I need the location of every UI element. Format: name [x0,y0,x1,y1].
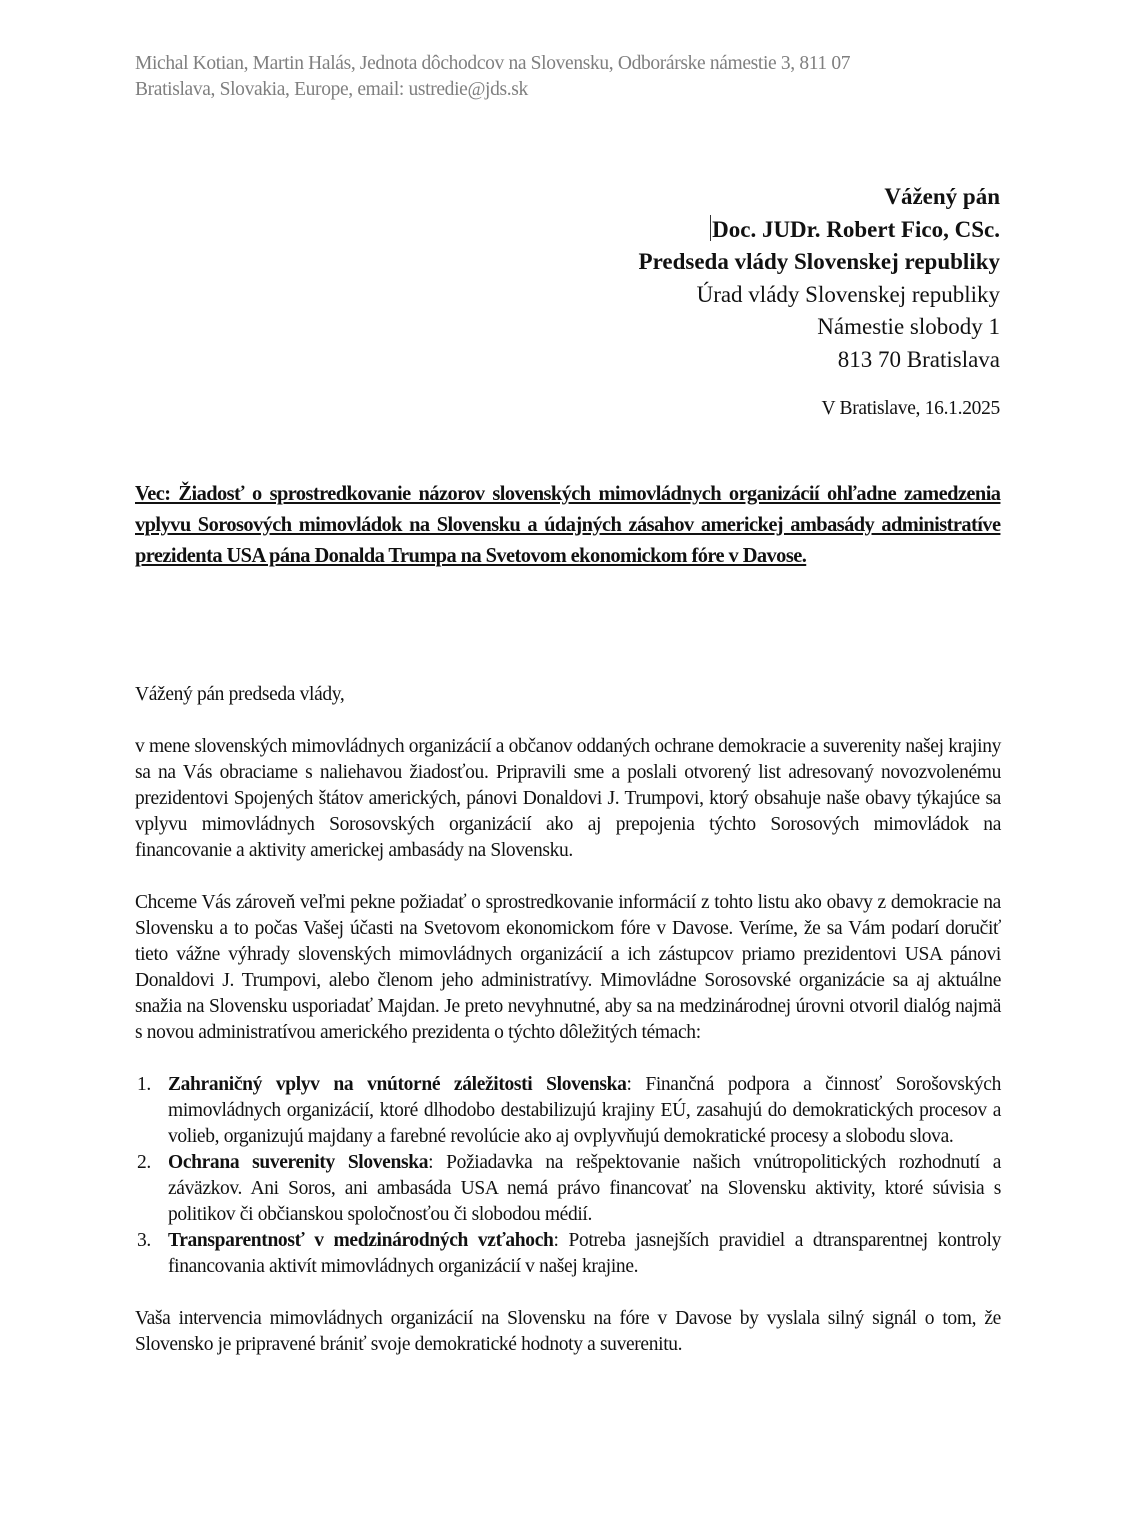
sender-line-2: Bratislava, Slovakia, Europe, email: ustredie@jds.sk [135,79,528,100]
recipient-name-line [639,214,1000,247]
letter-date: V Bratislave, 16.1.2025 [821,398,1000,419]
list-item-number: 1. [137,1074,151,1095]
list-item [135,1228,1001,1280]
recipient-street: Námestie slobody 1 [817,314,1000,339]
text-cursor-icon [710,215,711,241]
list-item-term: Zahraničný vplyv na vnútorné záležitosti Slovenska [168,1074,627,1095]
recipient-name: Doc. JUDr. Robert Fico, CSc. [712,216,1000,242]
paragraph-3: Vaša intervencia mimovládnych organizácií na Slovensku na fóre v Davose by vyslala silný signál o tom, že Slovensko je pripravené brániť svoje demokratické hodnoty a suverenitu. [135,1308,1001,1355]
list-item-number: 2. [137,1152,151,1173]
list-item-term: Transparentnosť v medzinárodných vzťahoch [168,1230,554,1251]
salutation: Vážený pán predseda vlády, [135,684,345,705]
recipient-city: 813 70 Bratislava [837,346,1000,372]
topics-list [135,1072,1001,1280]
letter-body [135,682,1001,1384]
list-item [135,1072,1001,1150]
list-item-text: : Potreba jasnejších pravidiel a dtransparentnej kontroly financovania aktivít mimovládnych organizácií v našej krajine. [168,1230,1001,1277]
recipient-greeting: Vážený pán [884,184,1000,209]
recipient-block [639,181,1000,376]
list-item-text: : Požiadavka na rešpektovanie našich vnútropolitických rozhodnutí a záväzkov. Ani Soros, ani ambasáda USA nemá právo financovať na Slovensku aktivity, ktoré súvisia s politikov či občianskou spoločnosťou či slobodou médií. [168,1152,1001,1225]
list-item [135,1150,1001,1228]
list-item-text: : Finančná podpora a činnosť Sorošovských mimovládnych organizácií, ktoré dlhodobo destabilizujú krajiny EÚ, zasahujú do demokratických procesov a volieb, organizujú majdany a farebné revolúcie ako aj ovplyvňujú demokratické procesy a slobodu slova. [168,1074,1001,1147]
sender-header [135,51,1015,103]
sender-line-1: Michal Kotian, Martin Halás, Jednota dôchodcov na Slovensku, Odborárske námestie 3, 811 07 [135,53,851,74]
recipient-title: Predseda vlády Slovenskej republiky [638,249,1000,274]
paragraph-2: Chceme Vás zároveň veľmi pekne požiadať o sprostredkovanie informácií z tohto listu ako obavy z demokracie na Slovensku a to počas Vašej účasti na Svetovom ekonomickom fóre v Davose. Veríme, že sa Vám podarí doručiť tieto vážne výhrady slovenských mimovládnych organizácií a ich zástupcov priamo prezidentovi USA pánovi Donaldovi J. Trumpovi, alebo členom jeho administratívy. Mimovládne Sorosovské organizácie sa aj aktuálne snažia na Slovensku usporiadať Majdan. Je preto nevyhnutné, aby sa na medzinárodnej úrovni otvoril dialóg najmä s novou administratívou amerického prezidenta o týchto dôležitých témach: [135,892,1001,1043]
paragraph-1: v mene slovenských mimovládnych organizácií a občanov oddaných ochrane demokracie a suverenity našej krajiny sa na Vás obraciame s naliehavou žiadosťou. Pripravili sme a poslali otvorený list adresovaný novozvolenému prezidentovi Spojených štátov amerických, pánovi Donaldovi J. Trumpovi, ktorý obsahuje naše obavy týkajúce sa vplyvu mimovládnych Sorosovských organizácií ako aj prepojenia týchto Sorosových mimovládok na financovanie a aktivity americkej ambasády na Slovensku. [135,736,1001,861]
list-item-number: 3. [137,1230,151,1251]
list-item-term: Ochrana suverenity Slovenska [168,1152,429,1173]
letter-subject: Vec: Žiadosť o sprostredkovanie názorov slovenských mimovládnych organizácií ohľadne zamedzenia vplyvu Sorosových mimovládok na Slovensku a údajných zásahov americkej ambasády administratíve prezidenta USA pána Donalda Trumpa na Svetovom ekonomickom fóre v Davose. [135,481,1001,567]
recipient-office: Úrad vlády Slovenskej republiky [696,281,1000,307]
